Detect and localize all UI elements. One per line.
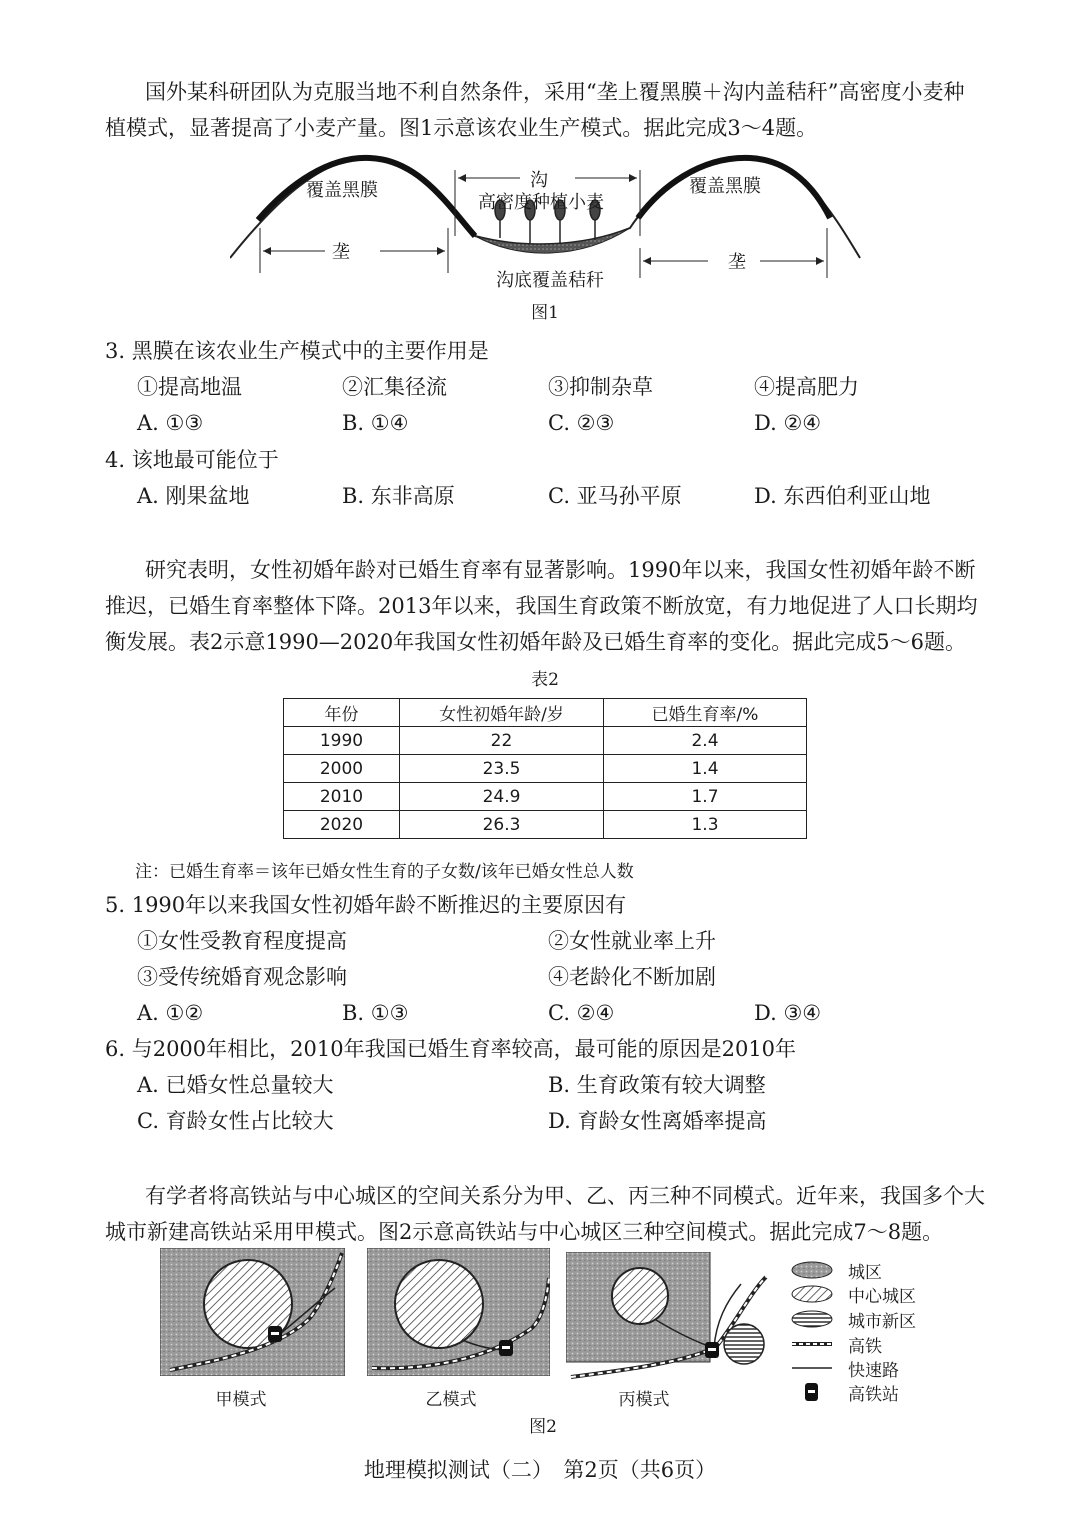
center-district-icon [790, 1284, 834, 1304]
intro-paragraph-2: 研究表明，女性初婚年龄对已婚生育率有显著影响。1990年以来，我国女性初婚年龄不断推迟，已婚生育率整体下降。2013年以来，我国生育政策不断放宽，有力地促进了人口长期均衡发展。表2示意1990—2020年我国女性初婚年龄及已婚生育率的变化。据此完成5～6题。 [105, 558, 978, 654]
q4-choice-c[interactable]: C. 亚马孙平原 [548, 484, 682, 508]
panel-bing-diagram [566, 1252, 771, 1382]
q5-choice-a[interactable]: A. ①② [137, 1001, 204, 1025]
q6-choice-b[interactable]: B. 生育政策有较大调整 [548, 1073, 766, 1097]
table-cell: 1.3 [604, 811, 807, 839]
legend-item-center [790, 1282, 916, 1306]
q6-choice-c[interactable]: C. 育龄女性占比较大 [137, 1109, 334, 1133]
new-district-icon [790, 1309, 834, 1329]
q4-choice-a[interactable]: A. 刚果盆地 [137, 484, 250, 508]
table-cell: 22 [400, 727, 604, 755]
data-table [283, 698, 807, 839]
panel-yi-label: 乙模式 [425, 1390, 477, 1410]
q5-item: ④老龄化不断加剧 [548, 965, 716, 989]
q3-item: ①提高地温 [137, 375, 242, 399]
q4-choice-b[interactable]: B. 东非高原 [342, 484, 455, 508]
panel-bing-label: 丙模式 [618, 1390, 670, 1410]
question-3-stem: 3. 黑膜在该农业生产模式中的主要作用是 [105, 339, 489, 363]
table-cell: 2.4 [604, 727, 807, 755]
fig1-label-ditch: 沟 [530, 170, 548, 191]
table-cell: 23.5 [400, 755, 604, 783]
fig1-label-wheat: 高密度种植小麦 [478, 192, 604, 213]
legend-label: 城市新区 [848, 1311, 916, 1332]
panel-yi-diagram [367, 1248, 550, 1376]
legend-label: 高铁站 [848, 1384, 899, 1405]
legend-item-station [790, 1380, 899, 1404]
urban-area-icon [790, 1260, 834, 1280]
high-speed-rail-icon [790, 1334, 834, 1354]
q3-choice-c[interactable]: C. ②③ [548, 411, 615, 435]
intro-paragraph-3: 有学者将高铁站与中心城区的空间关系分为甲、乙、丙三种不同模式。近年来，我国多个大城市新建高铁站采用甲模式。图2示意高铁站与中心城区三种空间模式。据此完成7～8题。 [105, 1184, 985, 1244]
table-cell: 1.4 [604, 755, 807, 783]
q5-item: ①女性受教育程度提高 [137, 929, 347, 953]
q3-choice-b[interactable]: B. ①④ [342, 411, 409, 435]
legend-item-expressway [790, 1356, 899, 1380]
q4-choice-d[interactable]: D. 东西伯利亚山地 [754, 484, 931, 508]
table-cell: 2010 [284, 783, 400, 811]
q3-item: ②汇集径流 [342, 375, 447, 399]
rail-station-icon [790, 1382, 834, 1402]
table-cell: 2000 [284, 755, 400, 783]
table-cell: 1990 [284, 727, 400, 755]
figure-1-caption: 图1 [531, 303, 559, 323]
q5-choice-d[interactable]: D. ③④ [754, 1001, 822, 1025]
table-row [284, 755, 807, 783]
panel-jia-diagram [160, 1248, 345, 1376]
legend-label: 中心城区 [848, 1286, 916, 1307]
table-2-note: 注：已婚生育率＝该年已婚女性生育的子女数/该年已婚女性总人数 [135, 862, 634, 882]
table-cell: 2020 [284, 811, 400, 839]
table-row [284, 727, 807, 755]
legend-label: 城区 [848, 1262, 882, 1283]
fig1-label-film-left: 覆盖黑膜 [306, 180, 378, 201]
fig1-label-film-right: 覆盖黑膜 [689, 176, 761, 197]
legend-label: 快速路 [848, 1360, 899, 1381]
question-5-stem: 5. 1990年以来我国女性初婚年龄不断推迟的主要原因有 [105, 893, 627, 917]
q5-item: ③受传统婚育观念影响 [137, 965, 347, 989]
q3-choice-a[interactable]: A. ①③ [137, 411, 204, 435]
intro-paragraph-1: 国外某科研团队为克服当地不利自然条件，采用“垄上覆黑膜＋沟内盖秸秆”高密度小麦种植模式，显著提高了小麦产量。图1示意该农业生产模式。据此完成3～4题。 [105, 80, 965, 140]
legend-item-urban [790, 1258, 882, 1282]
table-cell: 26.3 [400, 811, 604, 839]
panel-jia-label: 甲模式 [215, 1390, 267, 1410]
table-header: 已婚生育率/% [604, 699, 807, 727]
q3-choice-d[interactable]: D. ②④ [754, 411, 822, 435]
table-row [284, 783, 807, 811]
table-header: 年份 [284, 699, 400, 727]
expressway-icon [790, 1358, 834, 1378]
fig1-label-ridge-left: 垄 [332, 242, 350, 263]
fig1-label-straw: 沟底覆盖秸秆 [496, 270, 604, 291]
table-header: 女性初婚年龄/岁 [400, 699, 604, 727]
question-4-stem: 4. 该地最可能位于 [105, 448, 279, 472]
legend-item-new-district [790, 1307, 916, 1331]
q3-item: ④提高肥力 [754, 375, 859, 399]
fig1-label-ridge-right: 垄 [728, 252, 746, 273]
q5-choice-b[interactable]: B. ①③ [342, 1001, 409, 1025]
page-footer: 地理模拟测试（二） 第2页（共6页） [363, 1458, 717, 1482]
table-cell: 24.9 [400, 783, 604, 811]
legend-item-railway [790, 1332, 882, 1356]
q6-choice-d[interactable]: D. 育龄女性离婚率提高 [548, 1109, 767, 1133]
q5-item: ②女性就业率上升 [548, 929, 716, 953]
q3-item: ③抑制杂草 [548, 375, 653, 399]
legend-label: 高铁 [848, 1336, 882, 1357]
question-6-stem: 6. 与2000年相比，2010年我国已婚生育率较高，最可能的原因是2010年 [105, 1037, 797, 1061]
table-cell: 1.7 [604, 783, 807, 811]
q6-choice-a[interactable]: A. 已婚女性总量较大 [137, 1073, 334, 1097]
table-2-title: 表2 [531, 670, 559, 690]
figure-2-caption: 图2 [529, 1417, 557, 1437]
q5-choice-c[interactable]: C. ②④ [548, 1001, 615, 1025]
table-row [284, 811, 807, 839]
